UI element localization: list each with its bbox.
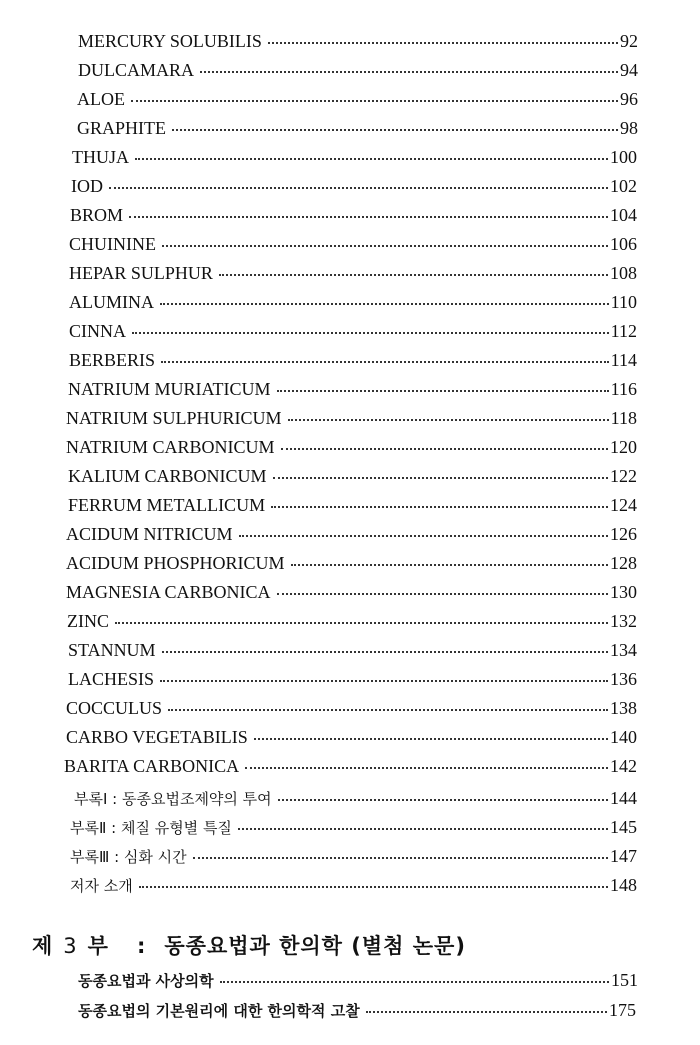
toc-entry[interactable] [72,146,637,168]
toc-entry-title: 부록Ⅰ : 동종요법조제약의 투여 [74,790,272,808]
toc-entry[interactable] [69,320,637,342]
toc-entry-title: 부록Ⅲ : 심화 시간 [70,848,187,866]
leader-dots [366,1011,607,1013]
toc-entry[interactable] [69,262,637,284]
toc-entry-page: 134 [610,640,637,660]
toc-entry-page: 142 [610,756,637,776]
toc-entry[interactable] [67,610,637,632]
leader-dots [281,448,608,450]
toc-entry-page: 108 [610,263,637,283]
toc-entry[interactable] [64,755,637,777]
toc-entry-title: BERBERIS [69,350,156,370]
toc-entry-page: 148 [610,875,637,895]
toc-entry-page: 92 [620,31,638,51]
part-colon: : [136,934,147,958]
toc-entry[interactable] [69,349,637,371]
toc-entry-title: ALUMINA [69,292,154,312]
leader-dots [160,303,609,305]
toc-entry-page: 151 [611,970,638,990]
leader-dots [193,857,608,859]
leader-dots [131,100,618,102]
toc-entry-part3[interactable] [78,999,636,1022]
toc-entry-page: 114 [610,350,637,370]
leader-dots [168,709,608,711]
leader-dots [160,680,608,682]
toc-entry-title: BARITA CARBONICA [64,756,240,776]
leader-dots [219,274,608,276]
toc-entry-page: 144 [610,788,637,808]
part-prefix: 제 [32,934,54,958]
leader-dots [245,767,608,769]
leader-dots [109,187,608,189]
toc-entry[interactable] [66,552,637,574]
toc-entry-page: 126 [610,524,637,544]
toc-entry[interactable] [66,407,637,429]
toc-entry[interactable] [68,378,637,400]
part-suffix: 부 [87,934,109,958]
toc-entry-appendix[interactable] [70,816,637,839]
toc-entry-title: FERRUM METALLICUM [68,495,266,515]
leader-dots [162,245,608,247]
toc-entry-page: 110 [610,292,637,312]
leader-dots [139,886,608,888]
toc-entry-appendix[interactable] [74,787,637,810]
leader-dots [291,564,608,566]
toc-entry-page: 96 [620,89,638,109]
toc-entry[interactable] [69,291,637,313]
toc-entry-title: CINNA [69,321,126,341]
toc-entry-title: ACIDUM NITRICUM [66,524,233,544]
toc-entry-page: 102 [610,176,637,196]
leader-dots [135,158,608,160]
toc-entry[interactable] [68,494,637,516]
toc-entry[interactable] [78,59,638,81]
toc-entry-title: IOD [71,176,103,196]
toc-entry-title: STANNUM [68,640,156,660]
leader-dots [271,506,608,508]
toc-entry[interactable] [71,175,637,197]
leader-dots [200,71,618,73]
toc-entry-page: 122 [610,466,637,486]
toc-entry-title: KALIUM CARBONICUM [68,466,267,486]
toc-entry-title: ZINC [67,611,109,631]
leader-dots [162,651,608,653]
leader-dots [278,799,608,801]
toc-entry[interactable] [66,523,637,545]
toc-entry-page: 116 [610,379,637,399]
toc-entry-title: NATRIUM CARBONICUM [66,437,275,457]
leader-dots [277,593,608,595]
toc-entry-page: 120 [610,437,637,457]
leader-dots [129,216,608,218]
toc-entry-title: DULCAMARA [78,60,195,80]
leader-dots [268,42,618,44]
toc-entry-page: 100 [610,147,637,167]
leader-dots [239,535,609,537]
toc-entry-title: ACIDUM PHOSPHORICUM [66,553,285,573]
toc-entry-part3[interactable] [78,969,638,992]
leader-dots [115,622,608,624]
leader-dots [132,332,609,334]
toc-entry-appendix[interactable] [70,845,637,868]
toc-entry-title: BROM [70,205,124,225]
toc-entry-title: NATRIUM SULPHURICUM [66,408,282,428]
toc-entry-page: 132 [610,611,637,631]
toc-entry-title: ALOE [77,89,125,109]
toc-entry-page: 104 [610,205,637,225]
toc-entry[interactable] [68,465,637,487]
toc-entry-title: CARBO VEGETABILIS [66,727,248,747]
toc-entry-page: 118 [610,408,637,428]
leader-dots [220,981,609,983]
toc-entry-title: LACHESIS [68,669,155,689]
toc-entry-appendix[interactable] [70,874,637,897]
toc-entry-title: GRAPHITE [77,118,166,138]
toc-entry-title: 저자 소개 [70,877,133,895]
toc-entry-title: CHUININE [69,234,156,254]
leader-dots [238,828,608,830]
leader-dots [277,390,609,392]
toc-entry-page: 175 [609,1000,636,1020]
leader-dots [172,129,618,131]
toc-entry-title: MAGNESIA CARBONICA [66,582,271,602]
toc-entry-title: 동종요법과 사상의학 [78,972,214,990]
toc-entry-page: 98 [620,118,638,138]
toc-entry-page: 138 [610,698,637,718]
leader-dots [161,361,609,363]
part-number: 3 [63,934,78,958]
toc-entry-page: 128 [610,553,637,573]
toc-entry-title: 부록Ⅱ : 체질 유형별 특질 [70,819,232,837]
toc-entry-title: THUJA [72,147,129,167]
toc-entry[interactable] [68,668,637,690]
toc-entry[interactable] [68,639,637,661]
toc-entry-page: 130 [610,582,637,602]
toc-entry-title: 동종요법의 기본원리에 대한 한의학적 고찰 [78,1002,360,1020]
toc-entry-title: COCCULUS [66,698,163,718]
toc-entry-title: HEPAR SULPHUR [69,263,213,283]
toc-entry[interactable] [78,30,638,52]
toc-entry[interactable] [66,581,637,603]
toc-entry-page: 145 [610,817,637,837]
toc-entry[interactable] [77,88,638,110]
leader-dots [254,738,608,740]
toc-entry-title: NATRIUM MURIATICUM [68,379,271,399]
toc-entry-title: MERCURY SOLUBILIS [78,31,262,51]
leader-dots [273,477,608,479]
toc-entry-page: 147 [610,846,637,866]
toc-entry-page: 140 [610,727,637,747]
toc-entry-page: 94 [620,60,638,80]
part-heading [32,930,476,960]
toc-entry[interactable] [66,436,637,458]
toc-entry-page: 124 [610,495,637,515]
toc-entry[interactable] [70,204,637,226]
toc-entry-page: 112 [610,321,637,341]
part-title: 동종요법과 한의학 (별첨 논문) [164,934,466,958]
toc-entry-page: 136 [610,669,637,689]
toc-entry[interactable] [66,726,637,748]
leader-dots [288,419,609,421]
toc-entry[interactable] [69,233,637,255]
toc-entry[interactable] [77,117,638,139]
toc-entry-page: 106 [610,234,637,254]
toc-entry[interactable] [66,697,637,719]
